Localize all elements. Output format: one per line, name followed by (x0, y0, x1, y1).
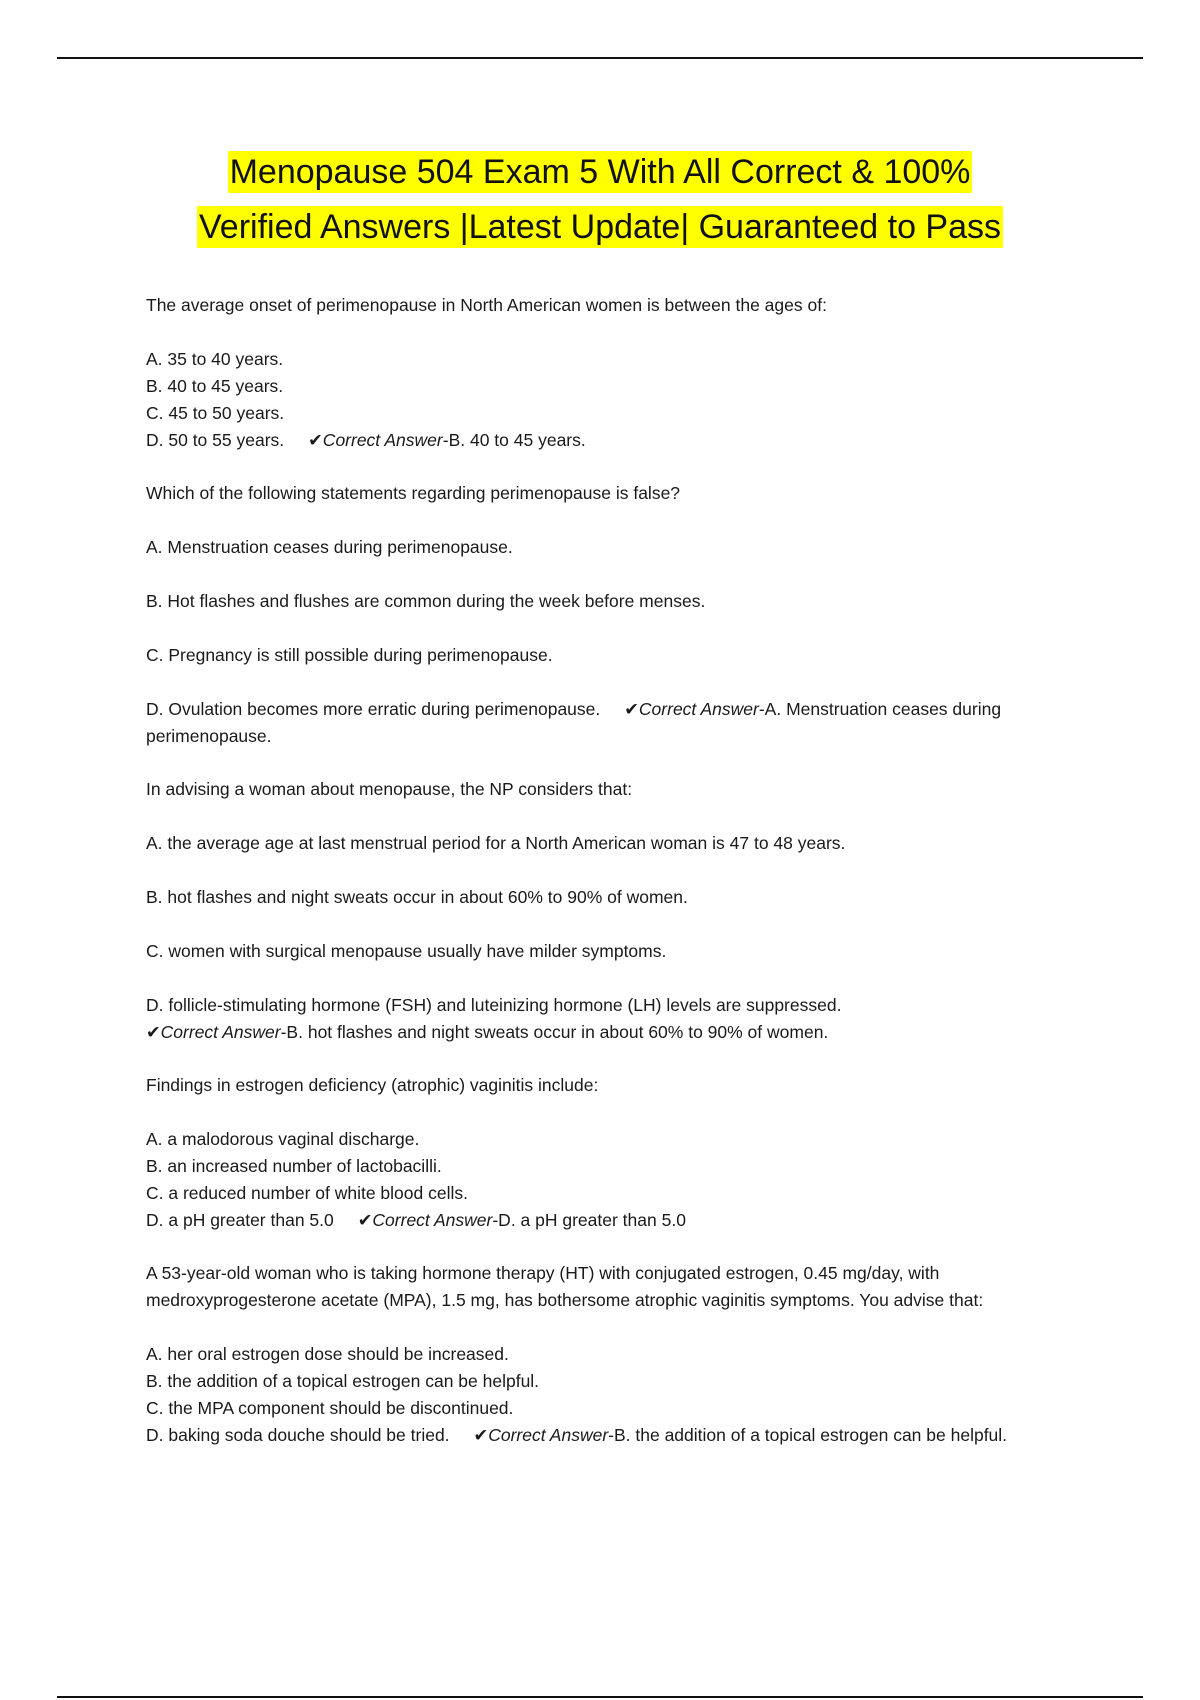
option-b: B. the addition of a topical estrogen can be helpful. (146, 1371, 540, 1391)
option-d-with-answer (146, 1422, 1056, 1449)
option-c: C. Pregnancy is still possible during perimenopause. (146, 645, 553, 665)
correct-answer: -B. the addition of a topical estrogen can be helpful. (608, 1425, 1008, 1445)
option-c: C. a reduced number of white blood cells. (146, 1183, 468, 1203)
question-stem: Which of the following statements regarding perimenopause is false? (146, 483, 681, 503)
option-d-with-answer (146, 696, 1056, 750)
option-d-with-answer (146, 992, 1056, 1046)
option-list (146, 1341, 1056, 1449)
question-block-4 (146, 1072, 1056, 1234)
option-list (146, 346, 1056, 454)
option-list (146, 534, 1056, 750)
question-stem: Findings in estrogen deficiency (atrophic) vaginitis include: (146, 1075, 599, 1095)
option-d-with-answer (146, 427, 1056, 454)
correct-answer-label: ✔Correct Answer (473, 1425, 609, 1445)
question-block-3 (146, 776, 1056, 1046)
option-b: B. 40 to 45 years. (146, 376, 284, 396)
correct-answer-label: ✔Correct Answer (308, 430, 443, 450)
document-body (146, 292, 1056, 1449)
top-rule (57, 57, 1143, 59)
option-a: A. her oral estrogen dose should be increased. (146, 1344, 509, 1364)
option-a: A. 35 to 40 years. (146, 349, 284, 369)
correct-answer-label: ✔Correct Answer (146, 1022, 281, 1042)
option-list (146, 830, 1056, 1046)
option-d: D. follicle-stimulating hormone (FSH) and luteinizing hormone (LH) levels are suppressed. (146, 995, 842, 1015)
bottom-rule (57, 1696, 1143, 1698)
question-stem: A 53-year-old woman who is taking hormone therapy (HT) with conjugated estrogen, 0.45 mg/day, with medroxyprogesterone acetate (MPA), 1.5 mg, has bothersome atrophic vaginitis symptoms. You advise that: (146, 1263, 984, 1310)
option-c: C. the MPA component should be discontinued. (146, 1398, 514, 1418)
correct-answer-label: ✔Correct Answer (357, 1210, 493, 1230)
option-b: B. an increased number of lactobacilli. (146, 1156, 442, 1176)
question-block-5 (146, 1260, 1056, 1449)
option-d-with-answer (146, 1207, 1056, 1234)
option-d: D. baking soda douche should be tried. (146, 1425, 450, 1445)
option-b: B. Hot flashes and flushes are common during the week before menses. (146, 591, 706, 611)
option-c: C. 45 to 50 years. (146, 403, 285, 423)
option-a: A. Menstruation ceases during perimenopause. (146, 537, 513, 557)
option-d: D. 50 to 55 years. (146, 430, 285, 450)
option-d: D. Ovulation becomes more erratic during perimenopause. (146, 699, 601, 719)
correct-answer: -B. hot flashes and night sweats occur in about 60% to 90% of women. (280, 1022, 829, 1042)
title-line-2: Verified Answers |Latest Update| Guaranteed to Pass (198, 208, 1002, 246)
correct-answer: -B. 40 to 45 years. (442, 430, 586, 450)
option-c: C. women with surgical menopause usually have milder symptoms. (146, 941, 667, 961)
option-d: D. a pH greater than 5.0 (146, 1210, 334, 1230)
title-line-1: Menopause 504 Exam 5 With All Correct & 100% (229, 153, 971, 191)
option-a: A. a malodorous vaginal discharge. (146, 1129, 420, 1149)
question-block-2 (146, 480, 1056, 750)
option-b: B. hot flashes and night sweats occur in about 60% to 90% of women. (146, 887, 688, 907)
correct-answer-label: ✔Correct Answer (624, 699, 759, 719)
option-list (146, 1126, 1056, 1234)
correct-answer: -D. a pH greater than 5.0 (492, 1210, 686, 1230)
question-block-1 (146, 292, 1056, 454)
question-stem: The average onset of perimenopause in North American women is between the ages of: (146, 295, 827, 315)
question-stem: In advising a woman about menopause, the NP considers that: (146, 779, 633, 799)
option-a: A. the average age at last menstrual period for a North American woman is 47 to 48 years. (146, 833, 846, 853)
document-title (0, 148, 1200, 258)
correct-answer: -A. Menstruation ceases during perimenopause. (146, 699, 1002, 746)
